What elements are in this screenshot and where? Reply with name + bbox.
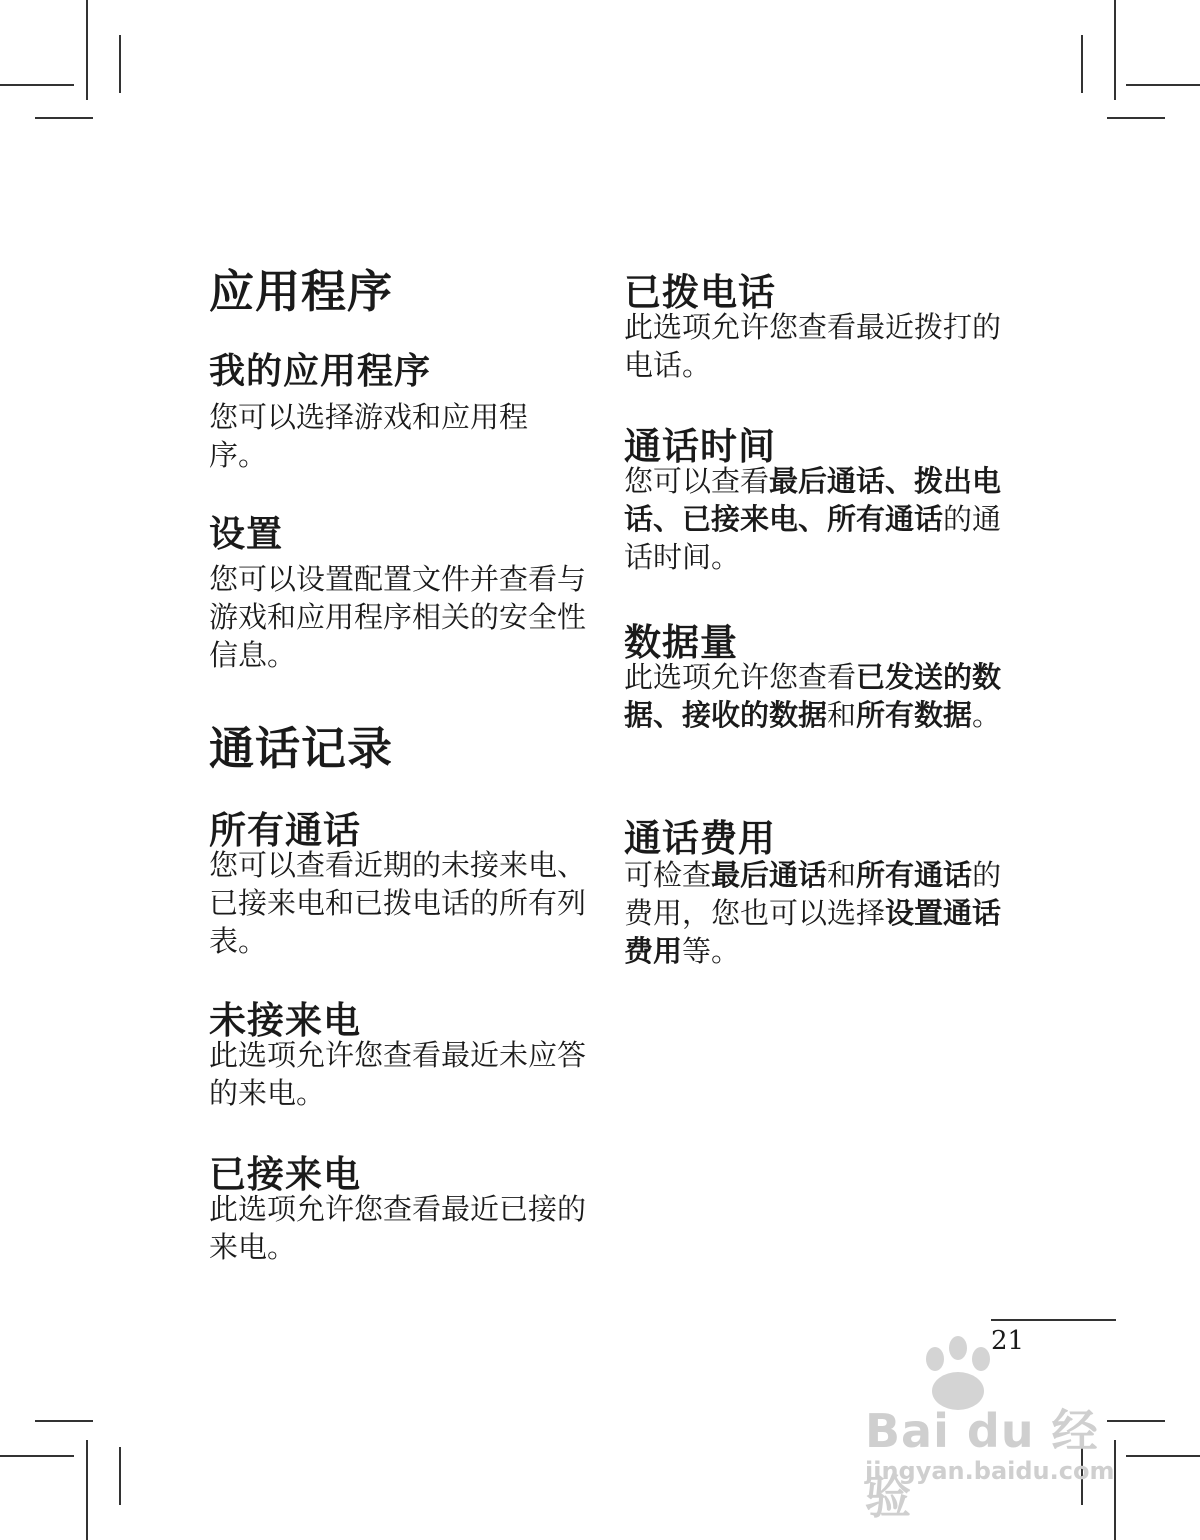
heading-all-calls: 所有通话	[209, 809, 361, 852]
crop-mark	[1081, 35, 1083, 93]
text-dialed-calls: 此选项允许您查看最近拨打的电话。	[624, 310, 1002, 382]
crop-mark	[35, 1420, 93, 1422]
text-all-calls: 您可以查看近期的未接来电、已接来电和已拨电话的所有列表。	[209, 848, 587, 958]
text-run: 此选项允许您查看	[624, 660, 857, 694]
text-run: 的费用，您也可以选择	[624, 858, 1002, 930]
crop-mark	[0, 1455, 74, 1457]
watermark-url: jingyan.baidu.com	[865, 1457, 1115, 1485]
heading-missed-calls: 未接来电	[209, 999, 361, 1042]
text-run: 和	[827, 698, 857, 732]
text-run: 等。	[682, 934, 741, 968]
crop-mark	[0, 84, 74, 86]
text-settings: 您可以设置配置文件并查看与游戏和应用程序相关的安全性信息。	[209, 562, 587, 672]
crop-mark	[1126, 1455, 1200, 1457]
text-bold-run: 最后通话	[711, 858, 828, 892]
text-received-calls: 此选项允许您查看最近已接的来电。	[209, 1192, 587, 1264]
heading-my-apps: 我的应用程序	[209, 351, 432, 392]
crop-mark	[1126, 84, 1200, 86]
baidu-jingyan-watermark	[855, 1335, 1135, 1524]
text-run: 和	[827, 858, 857, 892]
heading-call-duration: 通话时间	[624, 425, 776, 468]
text-bold-run: 所有数据	[856, 698, 973, 732]
text-my-apps: 您可以选择游戏和应用程序。	[209, 400, 529, 472]
section-title-apps: 应用程序	[209, 265, 394, 318]
page-number-rule	[991, 1319, 1116, 1321]
text-bold-run: 最后通话、拨出电话、已接来电、所有通话	[624, 464, 1002, 536]
crop-mark	[119, 1447, 121, 1505]
watermark-brand: Bai du 经验	[865, 1404, 1099, 1524]
crop-mark	[1114, 0, 1116, 100]
text-bold-run: 已发送的数据、接收的数据	[624, 660, 1002, 732]
heading-settings: 设置	[209, 514, 284, 555]
text-call-cost	[624, 856, 1009, 970]
text-bold-run: 所有通话	[856, 858, 973, 892]
text-data-volume	[624, 658, 1009, 734]
crop-mark	[35, 117, 93, 119]
heading-data-volume: 数据量	[624, 621, 738, 664]
heading-dialed-calls: 已拨电话	[624, 271, 776, 314]
page-number: 21	[991, 1326, 1025, 1356]
heading-received-calls: 已接来电	[209, 1153, 361, 1196]
crop-mark	[119, 35, 121, 93]
text-missed-calls: 此选项允许您查看最近未应答的来电。	[209, 1038, 587, 1110]
text-call-duration	[624, 462, 1009, 576]
text-run: 。	[972, 698, 1002, 732]
text-run: 您可以查看	[624, 464, 770, 498]
text-bold-run: 设置通话费用	[624, 896, 1002, 968]
heading-call-cost: 通话费用	[624, 817, 776, 860]
text-run: 可检查	[624, 858, 712, 892]
crop-mark	[1107, 117, 1165, 119]
section-title-call-log: 通话记录	[209, 722, 394, 775]
crop-mark	[86, 1440, 88, 1540]
crop-mark	[86, 0, 88, 100]
text-run: 的通话时间。	[624, 502, 1002, 574]
